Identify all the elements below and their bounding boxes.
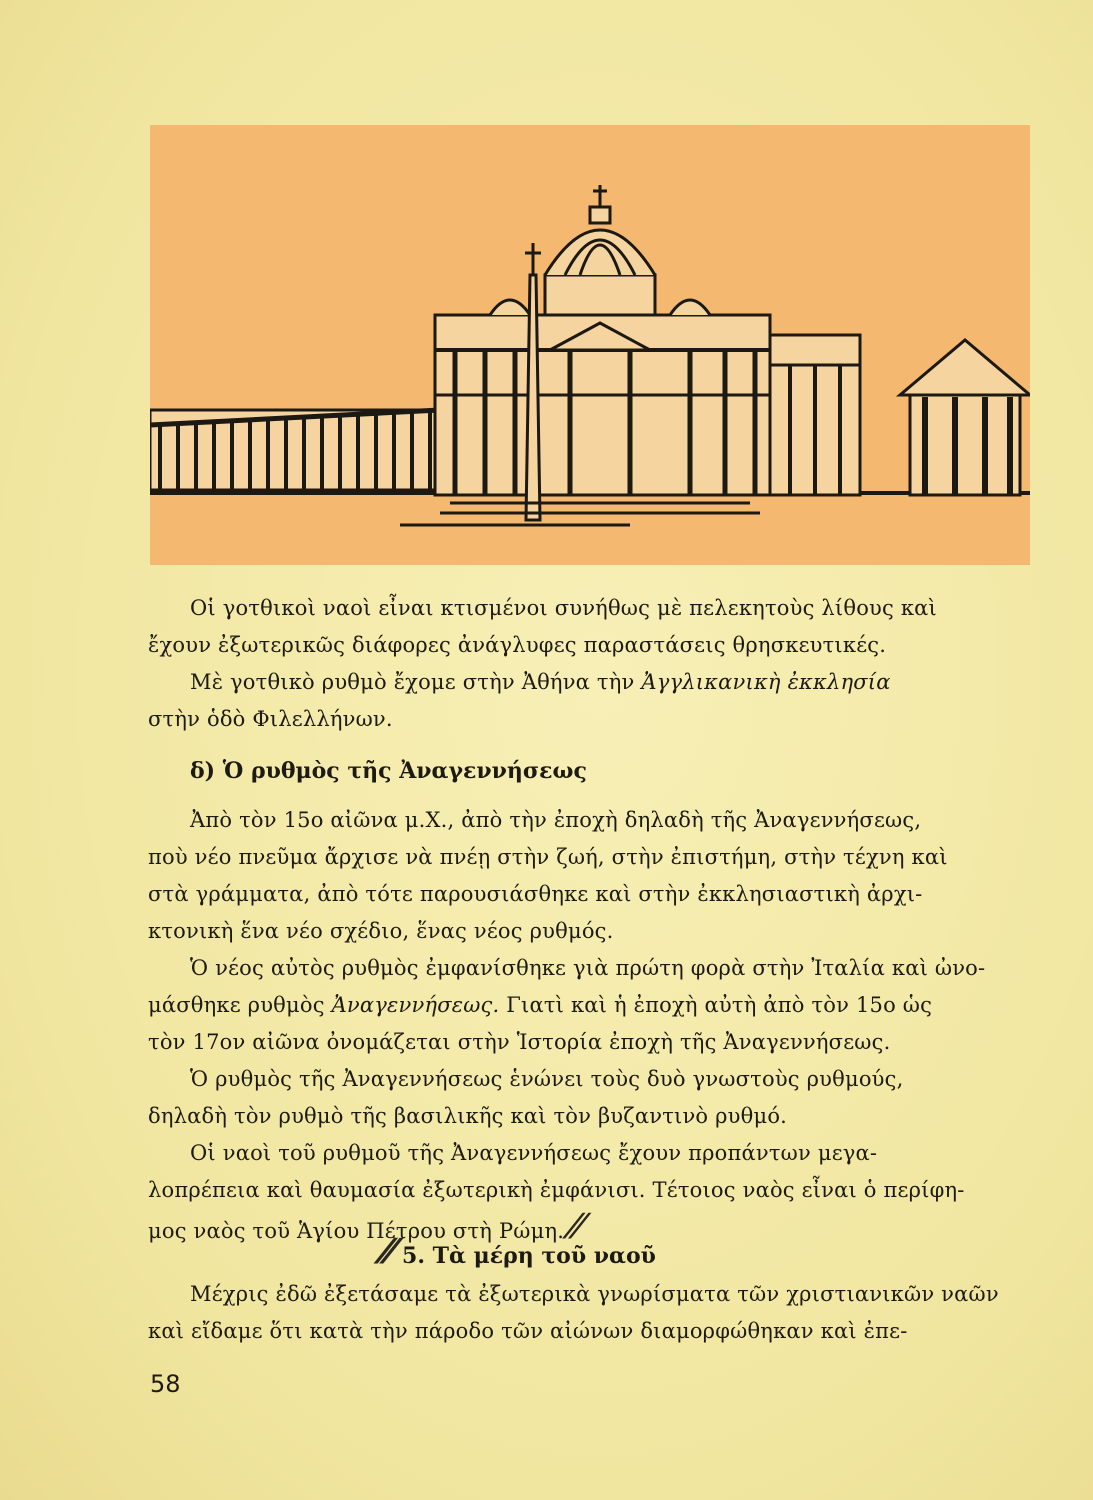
renaissance-heading-block: [148, 758, 1048, 784]
parts-heading-block: [148, 1232, 1048, 1272]
s5-line1: Μέχρις ἐδῶ ἐξετάσαμε τὰ ἐξωτερικὰ γνωρίσματα τῶν χριστιανικῶν ναῶν: [190, 1282, 999, 1306]
st-peter-basilica-illustration: [150, 125, 1030, 565]
delta-line10: Οἱ ναοὶ τοῦ ρυθμοῦ τῆς Ἀναγεννήσεως ἔχουν προπάντων μεγα-: [190, 1141, 878, 1165]
heading-5-text: 5. Τὰ μέρη τοῦ ναοῦ: [402, 1243, 656, 1269]
delta-line3: στὰ γράμματα, ἀπὸ τότε παρουσιάσθηκε καὶ στὴν ἐκκλησιαστικὴ ἀρχι-: [148, 882, 923, 906]
delta-line6-b: Γιατὶ καὶ ἡ ἐποχὴ αὐτὴ ἀπὸ τὸν 15ο ὡς: [499, 993, 933, 1017]
delta-line5: Ὁ νέος αὐτὸς ρυθμὸς ἐμφανίσθηκε γιὰ πρώτη φορὰ στὴν Ἰταλία καὶ ὠνο-: [190, 956, 986, 980]
parts-section: [148, 1276, 1048, 1350]
renaissance-section: [148, 802, 1048, 1250]
p2-line2: στὴν ὁδὸ Φιλελλήνων.: [148, 707, 393, 731]
page-number: 58: [150, 1370, 181, 1398]
p1-line2: ἔχουν ἐξωτερικῶς διάφορες ἀνάγλυφες παραστάσεις θρησκευτικές.: [148, 633, 887, 657]
heading-renaissance-style: δ) Ὁ ρυθμὸς τῆς Ἀναγεννήσεως: [190, 758, 587, 784]
handwritten-mark: ⁄⁄: [571, 1207, 583, 1247]
delta-line12-text: μος ναὸς τοῦ Ἁγίου Πέτρου στὴ Ρώμη.: [148, 1219, 565, 1243]
delta-line7: τὸν 17ον αἰῶνα ὀνομάζεται στὴν Ἱστορία ἐποχὴ τῆς Ἀναγεννήσεως.: [148, 1030, 891, 1054]
p2-line1: [148, 664, 1048, 701]
p1-line1: Οἱ γοτθικοὶ ναοὶ εἶναι κτισμένοι συνήθως μὲ πελεκητοὺς λίθους καὶ: [190, 596, 937, 620]
renaissance-italic: Ἀναγεννήσεως.: [331, 993, 500, 1017]
s5-line2: καὶ εἴδαμε ὅτι κατὰ τὴν πάροδο τῶν αἰώνων διαμορφώθηκαν καὶ ἐπε-: [148, 1319, 908, 1343]
gothic-paragraphs: [148, 590, 1048, 738]
delta-line1: Ἀπὸ τὸν 15ο αἰῶνα μ.Χ., ἀπὸ τὴν ἐποχὴ δηλαδὴ τῆς Ἀναγεννήσεως,: [190, 808, 922, 832]
handwritten-mark-heading: ⁄⁄: [383, 1232, 395, 1272]
delta-line2: ποὺ νέο πνεῦμα ἄρχισε νὰ πνέῃ στὴν ζωή, στὴν ἐπιστήμη, στὴν τέχνη καὶ: [148, 845, 948, 869]
heading-parts-of-church: [148, 1232, 1048, 1272]
basilica-sketch: [150, 125, 1030, 565]
anglican-church-italic: Ἀγγλικανικὴ ἐκκλησία: [641, 670, 891, 694]
delta-line6: [148, 987, 1048, 1024]
delta-line4: κτονικὴ ἕνα νέο σχέδιο, ἕνας νέος ρυθμός.: [148, 919, 614, 943]
delta-line9: δηλαδὴ τὸν ρυθμὸ τῆς βασιλικῆς καὶ τὸν βυζαντινὸ ρυθμό.: [148, 1104, 788, 1128]
delta-line8: Ὁ ρυθμὸς τῆς Ἀναγεννήσεως ἑνώνει τοὺς δυὸ γνωστοὺς ρυθμούς,: [190, 1067, 904, 1091]
p2-text: Μὲ γοτθικὸ ρυθμὸ ἔχομε στὴν Ἀθήνα τὴν: [190, 670, 642, 694]
delta-line11: λοπρέπεια καὶ θαυμασία ἐξωτερικὴ ἐμφάνισι. Τέτοιος ναὸς εἶναι ὁ περίφη-: [148, 1178, 965, 1202]
delta-line6-a: μάσθηκε ρυθμὸς: [148, 993, 332, 1017]
